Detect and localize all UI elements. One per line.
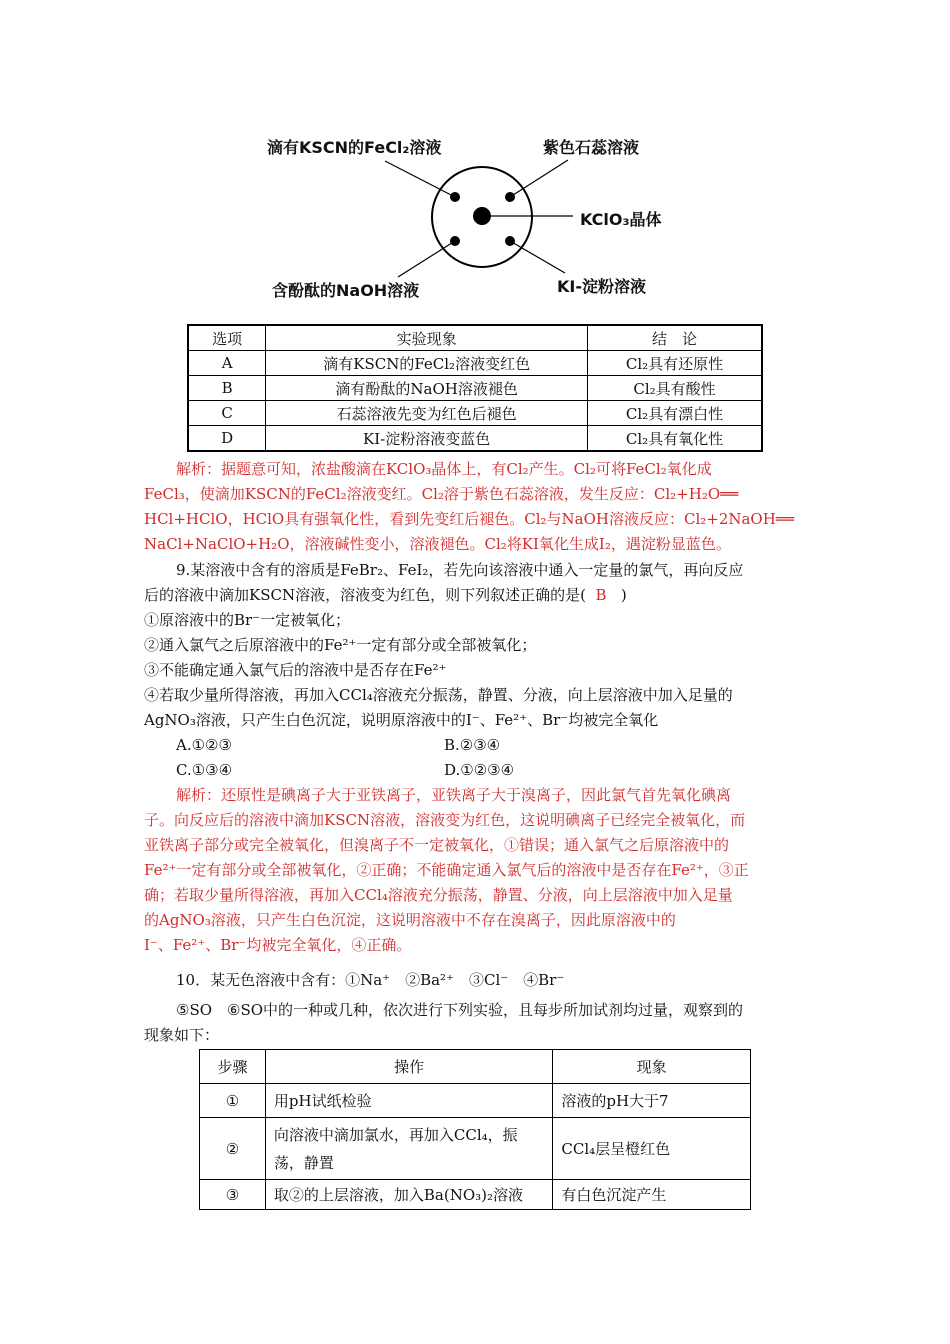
table-row (200, 1118, 751, 1180)
question-stem: 现象如下： (144, 1026, 220, 1044)
analysis-line: I⁻、Fe²⁺、Br⁻均被完全氧化，④正确。 (144, 936, 412, 954)
spot-plate-drawing (0, 0, 950, 320)
label-fecl2-kscn: 滴有KSCN的FeCl₂溶液 (267, 138, 442, 157)
label-litmus: 紫色石蕊溶液 (543, 138, 640, 157)
analysis-line: Fe²⁺一定有部分或全部被氧化，②正确；不能确定通入氯气后的溶液中是否存在Fe²⁺，③正 (144, 861, 749, 879)
question-stem: 后的溶液中滴加KSCN溶液，溶液变为红色，则下列叙述正确的是( B ) (144, 586, 627, 604)
question-stem: 9.某溶液中含有的溶质是FeBr₂、FeI₂，若先向该溶液中通入一定量的氯气，再向反应 (176, 561, 744, 579)
table-cell: C (188, 401, 266, 426)
table-cell: 有白色沉淀产生 (553, 1180, 751, 1210)
statement-4-cont: AgNO₃溶液，只产生白色沉淀，说明原溶液中的I⁻、Fe²⁺、Br⁻均被完全氧化 (144, 711, 659, 729)
table-cell: A (188, 351, 266, 376)
table-cell: Cl₂具有还原性 (588, 351, 762, 376)
statement-4: ④若取少量所得溶液，再加入CCl₄溶液充分振荡，静置、分液，向上层溶液中加入足量的 (144, 686, 733, 704)
table-cell: KI-淀粉溶液变蓝色 (266, 426, 588, 452)
table-cell: ① (200, 1084, 266, 1118)
label-ki-starch: KI-淀粉溶液 (557, 277, 646, 296)
table-header: 现象 (553, 1050, 751, 1084)
statement-3: ③不能确定通入氯气后的溶液中是否存在Fe²⁺ (144, 661, 447, 679)
statement-1: ①原溶液中的Br⁻一定被氧化； (144, 611, 351, 629)
option-a: A.①②③ (176, 736, 232, 754)
option-b: B.②③④ (444, 736, 501, 754)
question-stem: 10．某无色溶液中含有：①Na⁺ ②Ba²⁺ ③Cl⁻ ④Br⁻ (176, 971, 565, 989)
table-header: 选项 (188, 325, 266, 351)
table-cell: 用pH试纸检验 (265, 1084, 552, 1118)
table-row (200, 1084, 751, 1118)
table-cell: D (188, 426, 266, 452)
table-cell: Cl₂具有氧化性 (588, 426, 762, 452)
steps-table (199, 1049, 751, 1210)
question-stem: ⑤SO ⑥SO中的一种或几种，依次进行下列实验，且每步所加试剂均过量，观察到的 (176, 1001, 744, 1019)
table-cell: 石蕊溶液先变为红色后褪色 (266, 401, 588, 426)
analysis-line: NaCl+NaClO+H₂O，溶液碱性变小，溶液褪色。Cl₂将KI氧化生成I₂，遇淀粉显蓝色。 (144, 535, 731, 553)
table-cell: B (188, 376, 266, 401)
statement-2: ②通入氯气之后原溶液中的Fe²⁺一定有部分或全部被氧化； (144, 636, 537, 654)
table-cell: 滴有酚酞的NaOH溶液褪色 (266, 376, 588, 401)
table-cell: Cl₂具有酸性 (588, 376, 762, 401)
analysis-line: 确；若取少量所得溶液，再加入CCl₄溶液充分振荡，静置、分液，向上层溶液中加入足量 (144, 886, 733, 904)
table-row (188, 376, 762, 401)
table-cell: ② (200, 1118, 266, 1180)
analysis-line: FeCl₃，使滴加KSCN的FeCl₂溶液变红。Cl₂溶于紫色石蕊溶液，发生反应：Cl₂+H₂O══ (144, 485, 739, 503)
center-spot-kclo3 (473, 207, 491, 225)
table-cell: Cl₂具有漂白性 (588, 401, 762, 426)
analysis-line: 亚铁离子部分或完全被氧化，但溴离子不一定被氧化，①错误；通入氯气之后原溶液中的 (144, 836, 730, 854)
analysis-line: 解析：还原性是碘离子大于亚铁离子，亚铁离子大于溴离子，因此氯气首先氧化碘离 (176, 786, 732, 804)
table-row (188, 426, 762, 452)
table-header: 步骤 (200, 1050, 266, 1084)
analysis-line: 解析：据题意可知，浓盐酸滴在KClO₃晶体上，有Cl₂产生。Cl₂可将FeCl₂氧化成 (176, 460, 712, 478)
table-header: 操作 (265, 1050, 552, 1084)
option-c: C.①③④ (176, 761, 233, 779)
table-header: 结 论 (588, 325, 762, 351)
table-header: 实验现象 (266, 325, 588, 351)
table-cell: 滴有KSCN的FeCl₂溶液变红色 (266, 351, 588, 376)
answer-mark: B (595, 586, 607, 604)
table-header-row (188, 325, 762, 351)
table-row (188, 401, 762, 426)
label-kclo3: KClO₃晶体 (580, 210, 662, 229)
table-header-row (200, 1050, 751, 1084)
analysis-line: 的AgNO₃溶液，只产生白色沉淀，这说明溶液中不存在溴离子，因此原溶液中的 (144, 911, 676, 929)
label-naoh-phenolphthalein: 含酚酞的NaOH溶液 (272, 281, 420, 300)
table-cell: 向溶液中滴加氯水，再加入CCl₄，振荡，静置 (265, 1118, 552, 1180)
analysis-line: 子。向反应后的溶液中滴加KSCN溶液，溶液变为红色，这说明碘离子已经完全被氧化，而 (144, 811, 746, 829)
table-row (188, 351, 762, 376)
table-cell: CCl₄层呈橙红色 (553, 1118, 751, 1180)
analysis-line: HCl+HClO，HClO具有强氧化性，看到先变红后褪色。Cl₂与NaOH溶液反应：Cl₂+2NaOH══ (144, 510, 794, 528)
options-table (187, 324, 763, 452)
table-row (200, 1180, 751, 1210)
option-d: D.①②③④ (444, 761, 515, 779)
table-cell: 取②的上层溶液，加入Ba(NO₃)₂溶液 (265, 1180, 552, 1210)
table-cell: 溶液的pH大于7 (553, 1084, 751, 1118)
table-cell: ③ (200, 1180, 266, 1210)
